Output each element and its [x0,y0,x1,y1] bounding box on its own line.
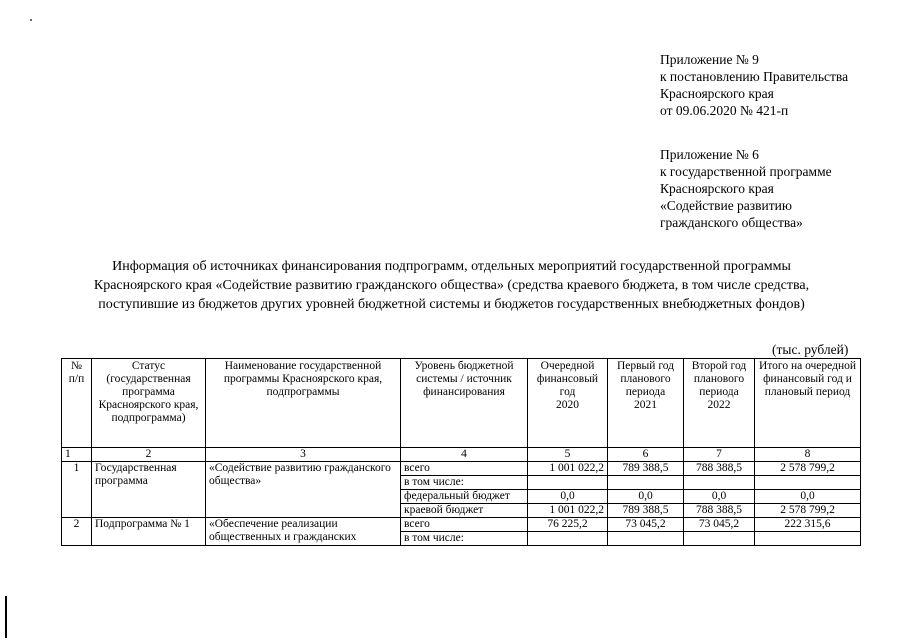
value-2022: 788 388,5 [684,504,755,518]
value-2022 [684,476,755,490]
header-cell: № п/п [62,359,92,448]
source-label: краевой бюджет [401,504,528,518]
value-total: 222 315,6 [755,518,861,532]
value-2020: 1 001 022,2 [528,504,608,518]
appendix-9-line: Красноярского края [660,86,774,101]
header-year: 2021 [634,399,657,411]
source-label: в том числе: [401,476,528,490]
value-2020 [528,476,608,490]
header-label: Первый год планового периода [616,360,675,398]
column-number: 4 [401,448,528,462]
column-number: 6 [608,448,684,462]
source-label: всего [401,518,528,532]
value-2021: 73 045,2 [608,518,684,532]
financing-table [61,358,861,546]
appendix-9-line: от 09.06.2020 № 421-п [660,103,789,118]
column-number: 3 [206,448,401,462]
column-number: 2 [92,448,206,462]
row-number: 1 [62,462,92,518]
document-title [40,257,863,314]
table-row [62,518,861,532]
value-2021 [608,532,684,546]
value-2022: 788 388,5 [684,462,755,476]
header-year: 2020 [556,399,579,411]
appendix-6-line: Красноярского края [660,181,774,196]
column-number: 7 [684,448,755,462]
appendix-6-line: к государственной программе [660,164,832,179]
value-total: 2 578 799,2 [755,462,861,476]
appendix-6-line: гражданского общества» [660,215,803,230]
column-number-row [62,448,861,462]
value-2020 [528,532,608,546]
value-2021 [608,476,684,490]
row-number: 2 [62,518,92,546]
header-cell: Статус (государственная программа Красноярского края, подпрограмма) [92,359,206,448]
value-2020: 76 225,2 [528,518,608,532]
appendix-9-line: Приложение № 9 [660,52,759,67]
value-2022 [684,532,755,546]
header-cell: Итого на очередной финансовый год и плановый период [755,359,861,448]
value-2021: 789 388,5 [608,462,684,476]
source-label: всего [401,462,528,476]
row-status: Подпрограмма № 1 [92,518,206,546]
header-cell: Наименование государственной программы Красноярского края, подпрограммы [206,359,401,448]
value-2020: 0,0 [528,490,608,504]
table-row [62,462,861,476]
column-number: 5 [528,448,608,462]
header-cell [684,359,755,448]
scan-margin-line [5,596,7,638]
appendix-9-block [660,51,848,119]
value-2022: 0,0 [684,490,755,504]
appendix-6-block [660,146,832,231]
header-label: Второй год планового периода [691,360,747,398]
value-2021: 789 388,5 [608,504,684,518]
header-year: 2022 [707,399,731,411]
source-label: федеральный бюджет [401,490,528,504]
header-cell [528,359,608,448]
title-line: Красноярского края «Содействие развитию гражданского общества» (средства краевого бюджета, в том числе средства, [93,278,810,293]
value-total [755,476,861,490]
table-header-row [62,359,861,448]
header-cell [608,359,684,448]
appendix-6-line: «Содействие развитию [660,198,792,213]
title-line: поступившие из бюджетов других уровней бюджетной системы и бюджетов государственных внебюджетных фондов) [98,297,805,312]
unit-note: (тыс. рублей) [772,342,849,357]
column-number: 8 [755,448,861,462]
value-2020: 1 001 022,2 [528,462,608,476]
row-status: Государственная программа [92,462,206,518]
value-total: 2 578 799,2 [755,504,861,518]
appendix-9-line: к постановлению Правительства [660,69,849,84]
row-program-name: «Содействие развитию гражданского общества» [206,462,401,518]
scan-speck [30,19,32,21]
header-label: Очередной финансовый год [536,360,599,398]
value-2021: 0,0 [608,490,684,504]
value-2022: 73 045,2 [684,518,755,532]
source-label: в том числе: [401,532,528,546]
title-line: Информация об источниках финансирования подпрограмм, отдельных мероприятий государственной программы [112,259,791,274]
value-total [755,532,861,546]
appendix-6-line: Приложение № 6 [660,147,759,162]
column-number: 1 [62,448,92,462]
value-total: 0,0 [755,490,861,504]
row-program-name: «Обеспечение реализации общественных и гражданских [206,518,401,546]
header-cell: Уровень бюджетной системы / источник финансирования [401,359,528,448]
